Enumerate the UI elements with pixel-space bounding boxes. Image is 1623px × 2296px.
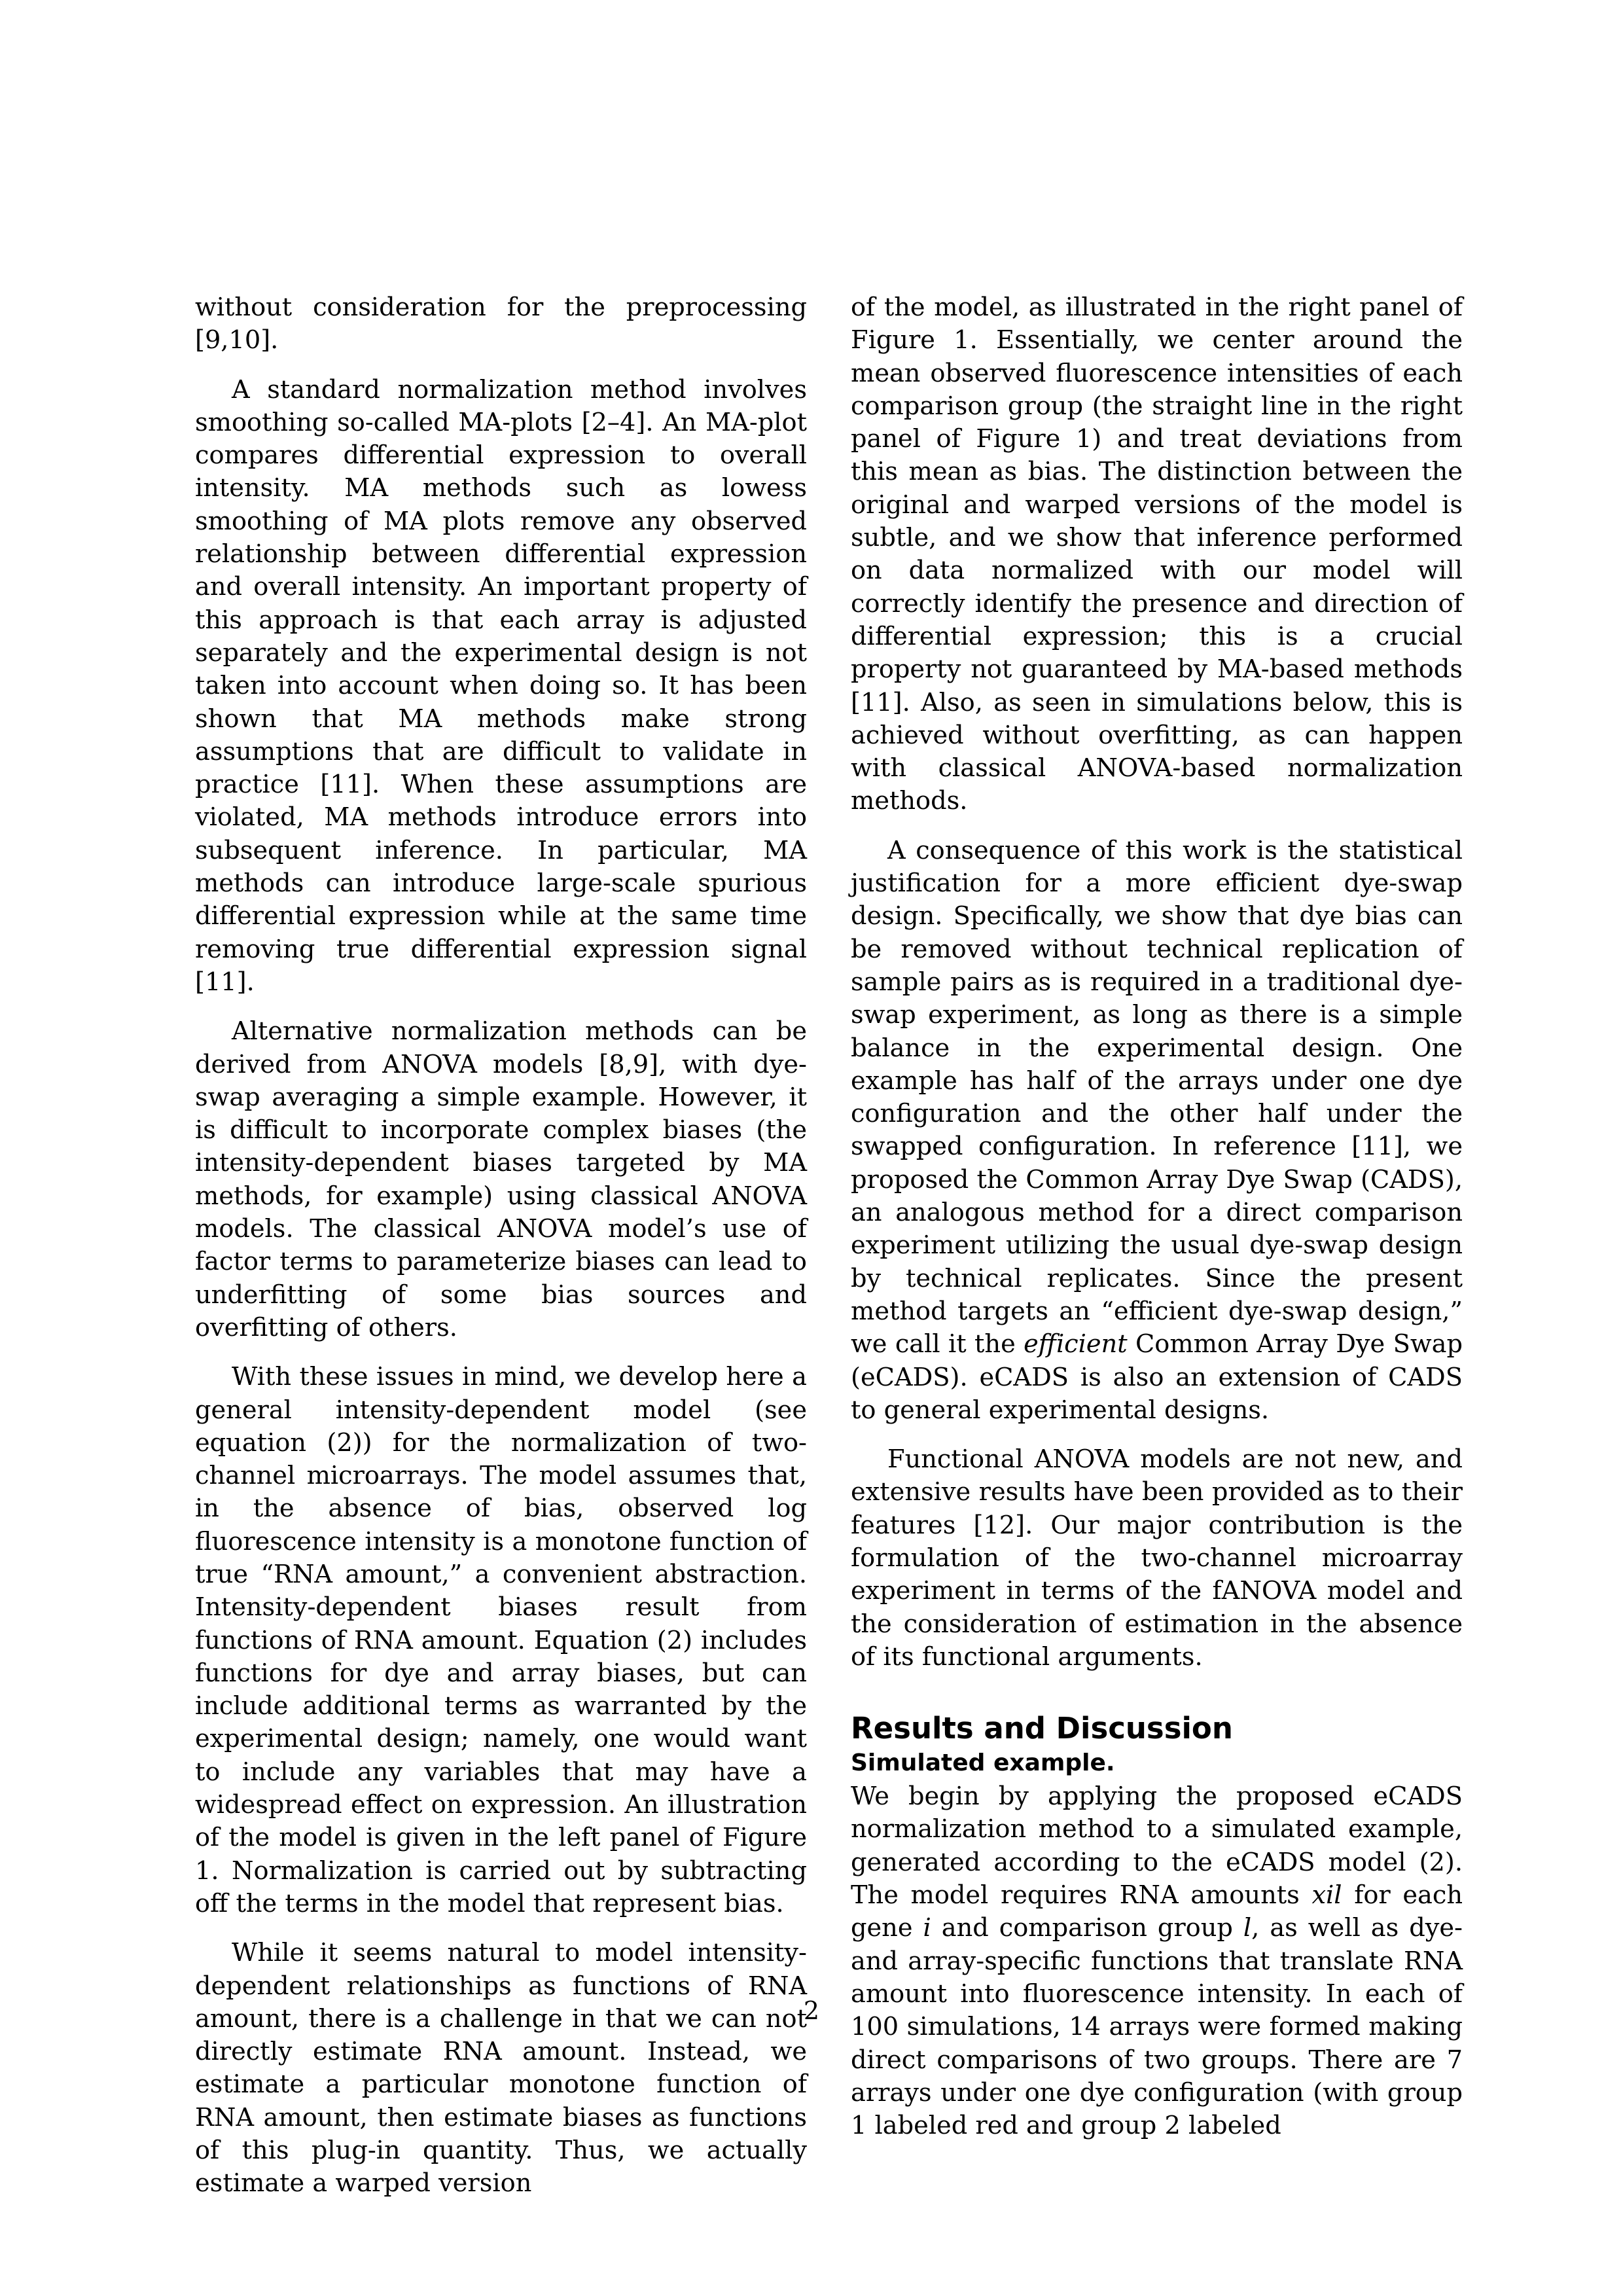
subsection-heading: Simulated example. xyxy=(851,1749,1115,1777)
right-column xyxy=(851,291,1463,2159)
paragraph: While it seems natural to model intensity-dependent relationships as functions of RNA amount, there is a challenge in that we can not directly estimate RNA amount. Instead, we estimate a particular monotone function of RNA amount, then estimate biases as functions of this plug-in quantity. Thus, we actually estimate a warped version xyxy=(195,1938,807,2198)
math-variable: xil xyxy=(1311,1880,1342,1910)
page-number: 2 xyxy=(803,1996,820,2025)
section-heading: Results and Discussion xyxy=(851,1711,1233,1746)
paragraph: A standard normalization method involves smoothing so-called MA-plots [2–4]. An MA-plot compares differential expression to overall intensity. MA methods such as lowess smoothing of MA plots remove any observed relationship between differential expression and overall intensity. An important property of this approach is that each array is adjusted separately and the experimental design is not taken into account when doing so. It has been shown that MA methods make strong assumptions that are difficult to validate in practice [11]. When these assumptions are violated, MA methods introduce errors into subsequent inference. In particular, MA methods can introduce large-scale spurious differential expression while at the same time removing true differential expression signal [11]. xyxy=(195,374,807,997)
text-span: for each gene xyxy=(851,1880,1463,1943)
text-span: We begin by applying the proposed eCADS normalization method to a simulated example, generated according to the eCADS model (2). The model requires RNA amounts xyxy=(851,1782,1463,1910)
math-variable: l xyxy=(1243,1913,1252,1943)
paragraph: Alternative normalization methods can be derived from ANOVA models [8,9], with dye-swap averaging a simple example. However, it is difficult to incorporate complex biases (the intensity-dependent biases targeted by MA methods, for example) using classical ANOVA models. The classical ANOVA model’s use of factor terms to parameterize biases can lead to underfitting of some bias sources and overfitting of others. xyxy=(195,1016,807,1342)
math-variable: i xyxy=(923,1913,931,1943)
paragraph xyxy=(851,1780,1463,2142)
text-span: , as well as dye- and array-specific functions that translate RNA amount into fluorescence intensity. In each of 100 simulations, 14 arrays were formed making direct comparisons of two groups. There are 7 arrays under one dye configuration (with group 1 labeled red and group 2 labeled xyxy=(851,1913,1463,2141)
text-span: Common Array Dye Swap (eCADS). eCADS is also an extension of CADS to general experimental designs. xyxy=(851,1329,1463,1425)
paragraph: Functional ANOVA models are not new, and extensive results have been provided as to their features [12]. Our major contribution is the formulation of the two-channel microarray experiment in terms of the fANOVA model and the consideration of estimation in the absence of its functional arguments. xyxy=(851,1444,1463,1672)
left-column xyxy=(195,291,807,2217)
paragraph xyxy=(851,834,1463,1427)
text-span: A consequence of this work is the statistical justification for a more efficient dye-swap design. Specifically, we show that dye bias can be removed without technical replication of sample pairs as is required in a traditional dye-swap experiment, as long as there is a simple balance in the experimental design. One example has half of the arrays under one dye configuration and the other half under the swapped configuration. In reference [11], we proposed the Common Array Dye Swap (CADS), an analogous method for a direct comparison experiment utilizing the usual dye-swap design by technical replicates. Since the present method targets an “efficient dye-swap design,” we call it the xyxy=(851,835,1463,1359)
text-span: and comparison group xyxy=(941,1913,1233,1943)
paragraph: of the model, as illustrated in the right panel of Figure 1. Essentially, we center around the mean observed fluorescence intensities of each comparison group (the straight line in the right panel of Figure 1) and treat deviations from this mean as bias. The distinction between the original and warped versions of the model is subtle, and we show that inference performed on data normalized with our model will correctly identify the presence and direction of differential expression; this is a crucial property not guaranteed by MA-based methods [11]. Also, as seen in simulations below, this is achieved without overfitting, as can happen with classical ANOVA-based normalization methods. xyxy=(851,293,1463,816)
emphasis-text: efficient xyxy=(1024,1329,1128,1359)
paragraph: With these issues in mind, we develop here a general intensity-dependent model (see equation (2)) for the normalization of two-channel microarrays. The model assumes that, in the absence of bias, observed log fluorescence intensity is a monotone function of true “RNA amount,” a convenient abstraction. Intensity-dependent biases result from functions of RNA amount. Equation (2) includes functions for dye and array biases, but can include additional terms as warranted by the experimental design; namely, one would want to include any variables that may have a widespread effect on expression. An illustration of the model is given in the left panel of Figure 1. Normalization is carried out by subtracting off the terms in the model that represent bias. xyxy=(195,1362,807,1918)
paragraph: without consideration for the preprocessing [9,10]. xyxy=(195,293,807,355)
